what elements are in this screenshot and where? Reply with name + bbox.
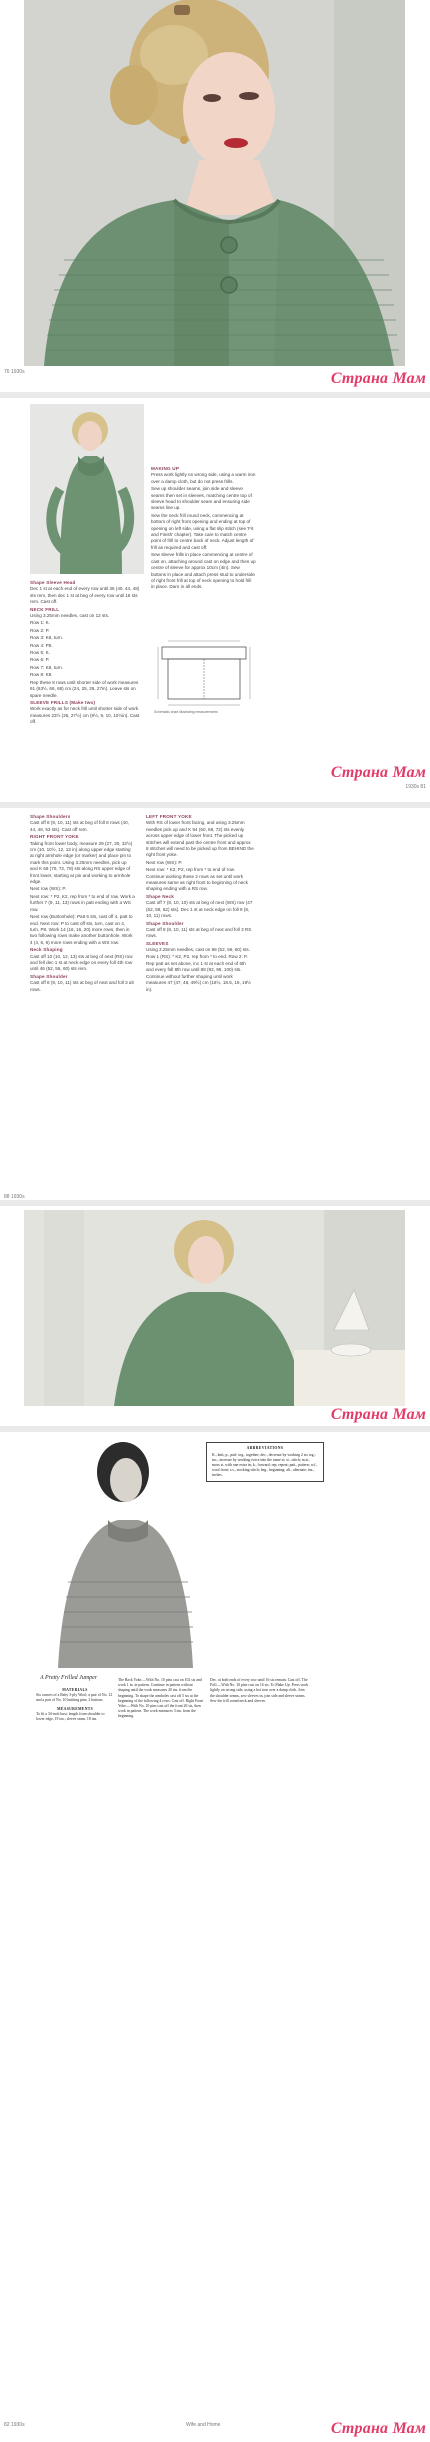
schematic-diagram xyxy=(148,633,258,719)
making-up-heading: MAKING UP xyxy=(151,466,180,471)
pattern-instruction: Cast off 8 (8, 10, 11) sts at beg of next and foll 3 RS rows. xyxy=(146,926,252,939)
watermark-brand: Страна Мам xyxy=(330,2420,426,2437)
watermark-brand: Страна Мам xyxy=(330,370,426,387)
vintage-col-3: Dec. at both ends of every row until 16 sts remain. Cast off. The Frill.—With No. 10 pins cast on 16 sts. To Make Up: Press work lightly on wrong side, using a hot iron over a damp cloth. Join the shoulder seams, sew sleeves in, join side and sleeve seams. Sew the frill round neck and sleeves. xyxy=(210,1678,309,1703)
page-4 xyxy=(0,1432,430,2442)
measurements-text: To fit a 34-inch bust; length from shoulder to lower edge, 19 ins.; sleeve seam, 18 ins. xyxy=(36,1711,105,1722)
pattern-instruction: Row 5: K. xyxy=(30,650,50,656)
making-up-para: Sew up shoulder seams, join side and sleeve seams then set in sleeves, matching centre top of sleeve head to shoulder seam and ensuring side seams line up. xyxy=(151,486,252,511)
section-heading: SLEEVES xyxy=(146,940,169,946)
section-heading: Shape Shoulder xyxy=(146,920,184,926)
vintage-col-1 xyxy=(36,1688,114,1722)
jumper-title: A Pretty Frilled Jumper xyxy=(40,1675,98,1681)
pattern-instruction: Rep these 8 rows until shorter side of work measures 61 (63½, 66, 68) cm (24, 25, 26, 27in). Leave sts on spare needle. xyxy=(30,679,139,698)
section-heading: Shape Neck xyxy=(146,893,175,899)
pattern-instruction: Row 6: P. xyxy=(30,657,50,663)
abbreviations-heading: ABBREVIATIONS xyxy=(246,1446,284,1450)
pattern-instruction: Work exactly as for neck frill until shorter side of work measures 23½ (25, 27½) cm (9½, 9, 10, 10½in). Cast off. xyxy=(30,706,140,725)
making-up-para: Press work lightly on wrong side, using a warm iron over a damp cloth, but do not press frills. xyxy=(151,472,256,484)
pattern-left-column-p2 xyxy=(30,580,140,727)
pattern-instruction: Next row (Buttonhole): Patt 6 sts, cast off 4, patt to end. Next row: P to cast off sts, turn, cast on 4, turn, P8. Work 14 (16, 16, 20) more rows, then in two following rows make another buttonhole. Work 4 (4, 6, 6) more rows ending with a WS row. xyxy=(30,914,133,945)
section-heading: SLEEVE FRILLS (Make two) xyxy=(30,699,96,705)
pattern-instruction: Row 3: K8, turn. xyxy=(30,635,63,641)
section-heading: Shape Shoulder xyxy=(30,973,68,979)
section-heading: RIGHT FRONT YOKE xyxy=(30,834,79,840)
abbreviations-text: K., knit; p., purl; tog., together; dec., decrease by working 2 sts tog.; inc., increase by working twice into the same st; st., stitch; m.st., moss st. with one extra in; k., forward; rep, repeat; patt., pattern; w.f., wool front; s.s., stocking stitch; beg., beginning; alt., alternate; ins., inches. xyxy=(212,1453,318,1477)
section-heading: NECK FRILL xyxy=(30,606,60,612)
section-heading: Shape Sleeve Head xyxy=(30,580,76,585)
pattern-instruction: Cast off 8 (9, 10, 11) sts at beg of foll 8 rows (40, 44, 48, 53 sts). Cast off rem. xyxy=(30,820,129,832)
model-illustration-2 xyxy=(30,404,144,574)
section-heading: LEFT FRONT YOKE xyxy=(146,814,192,819)
magazine-name: Wife and Home xyxy=(186,2422,221,2428)
page-folio: 82 1930s xyxy=(4,2422,25,2428)
pattern-instruction: Using 3.25mm needles, cast on 12 sts. xyxy=(30,613,110,619)
pattern-instruction: Row 2: P. xyxy=(30,627,50,633)
pattern-instruction: Using 3.25mm needles, cast on 68 (52, 56, 60) sts. Row 1 (RS): * K2, P2, rep from * to end. Row 2: P. xyxy=(146,947,250,959)
pattern-instruction: Taking front lower body, measure 29 (27, 30, 32½) cm (10, 10½, 12, 13 in) along upper edge starting at right armhole edge (or marker) and place pin to mark this point. Using 3.25mm needles, pick up and K 68 (70, 72, 78) sts along RS upper edge of front lower, starting at pin and working to armhole edge. xyxy=(30,840,133,885)
pattern-instruction: Next row (WS): P. xyxy=(30,886,67,892)
pattern-left-column-p3 xyxy=(30,814,135,994)
measurements-heading: MEASUREMENTS xyxy=(56,1706,94,1711)
page-3-photo xyxy=(0,1206,430,1426)
model-seated-photo xyxy=(24,1210,405,1406)
pattern-instruction: Row 1: K. xyxy=(30,620,50,626)
portrait-illustration xyxy=(24,0,405,366)
pattern-instruction: Cast off 10 (10, 12, 13) sts at beg of next (RS) row and fell dec 1 st at neck edge on every foll 4th row until 46 (52, 56, 60) sts rem. xyxy=(30,953,133,972)
vintage-model-photo xyxy=(28,1432,204,1668)
abbreviations-box xyxy=(206,1442,324,1482)
page-folio: 76 1930s xyxy=(4,369,25,375)
pattern-instruction: Next row: * K2, P2, rep from * to end of row. Continue working these 2 rows as set until work measures same as right front to beginning of neck shaping ending with a RS row. xyxy=(146,867,248,892)
pattern-instruction: Row 7: K8, turn. xyxy=(30,664,63,670)
pattern-instruction: Next row (WS): P. xyxy=(146,859,183,865)
watermark-brand: Страна Мам xyxy=(330,764,426,781)
watermark-brand: Страна Мам xyxy=(330,1406,426,1423)
making-up-section xyxy=(151,466,256,592)
pattern-instruction: With RS of lower front facing, and using 3.25mm needles pick up and K 54 (60, 68, 72) sts evenly across upper edge of lower front. The picked up stitches will extend past the centre front and approx 8 stitches will need to be picked up from BEHIND the right front yoke. xyxy=(146,820,254,858)
pattern-instruction: Cast off 7 (8, 10, 10) sts at beg of next (WS) row (47 (52, 58, 62) sts). Dec 1 st at neck edge on foll 8 (8, 10, 11) rows. xyxy=(146,900,253,919)
model-photo-page2 xyxy=(30,404,144,574)
page-folio: 1930s 81 xyxy=(405,784,426,790)
section-heading: Neck Shaping xyxy=(30,947,63,953)
pattern-instruction: Row 4: P8. xyxy=(30,642,53,648)
section-heading: Shape Shoulders xyxy=(30,814,71,819)
pattern-instruction: Dec 1 st at each end of every row until 36 (40, 44, 48) sts rem, then dec 1 st at beg of every row until 16 sts rem. Cast off. xyxy=(30,586,140,605)
pattern-instruction: Rep patt as set above, inc 1 st at each end of 6th and every foll 8th row until 88 (92, 96, 100) sts. Continue without further shaping until work measures 47 (47, 48, 49½) cm (18½, 18.5, 19, 19½ in). xyxy=(146,960,251,992)
page-3 xyxy=(0,808,430,1200)
materials-heading: MATERIALS xyxy=(62,1688,88,1692)
page-2 xyxy=(0,398,430,802)
making-up-para: Sew sleeve frills in place commencing at centre of cast on, attaching around cast on edge and then up centre of sleeve for approx 10cm (4in). Sew buttons in place and attach press stud to underside of right front frill at top of neck opening to hold frill in place. Darn in all ends. xyxy=(151,552,256,590)
vintage-col-2: The Back Yoke.—With No. 10 pins cast on 102 sts and work 1 in. in pattern. Continue in pattern without shaping until the work measures 20 ins. from the beginning. To shape the armholes cast off 5 sts at the beginning of the following 4 rows. Cast off. Right Front Yoke.—With No. 10 pins cast off the front 20 sts, then work in pattern. The work measures 3 ins. from the beginning. xyxy=(118,1678,204,1719)
diagram-caption: Schematic chart illustrating measurements xyxy=(154,710,218,714)
pattern-right-column-p3 xyxy=(146,814,254,994)
materials-text: Six ounces of a Baby 3-ply Wool; a pair of No. 12 and a pair of No. 10 knitting pins; 2 buttons. xyxy=(36,1693,113,1703)
page-folio: 88 1930s xyxy=(4,1194,25,1200)
model-portrait-photo xyxy=(24,0,405,366)
pattern-instruction: Next row: * P2, K2, rep from * to end of row. Work a further 7 (9, 11, 13) rows in patt ending with a WS row. xyxy=(30,893,135,912)
pattern-instruction: Cast off 8 (9, 10, 11) sts at beg of next and foll 3 alt rows. xyxy=(30,980,134,992)
making-up-para: Sew the neck frill round neck, commencing at bottom of right front opening and ending at top of opening on left side, using a flat slip stitch (see 'Fit and Finish' chapter). Take care to match centre point of frill to centre back of neck. Adjust length of frill as required and cast off. xyxy=(151,512,254,550)
pattern-instruction: Row 8: K8. xyxy=(30,672,53,678)
page-1 xyxy=(0,0,430,392)
